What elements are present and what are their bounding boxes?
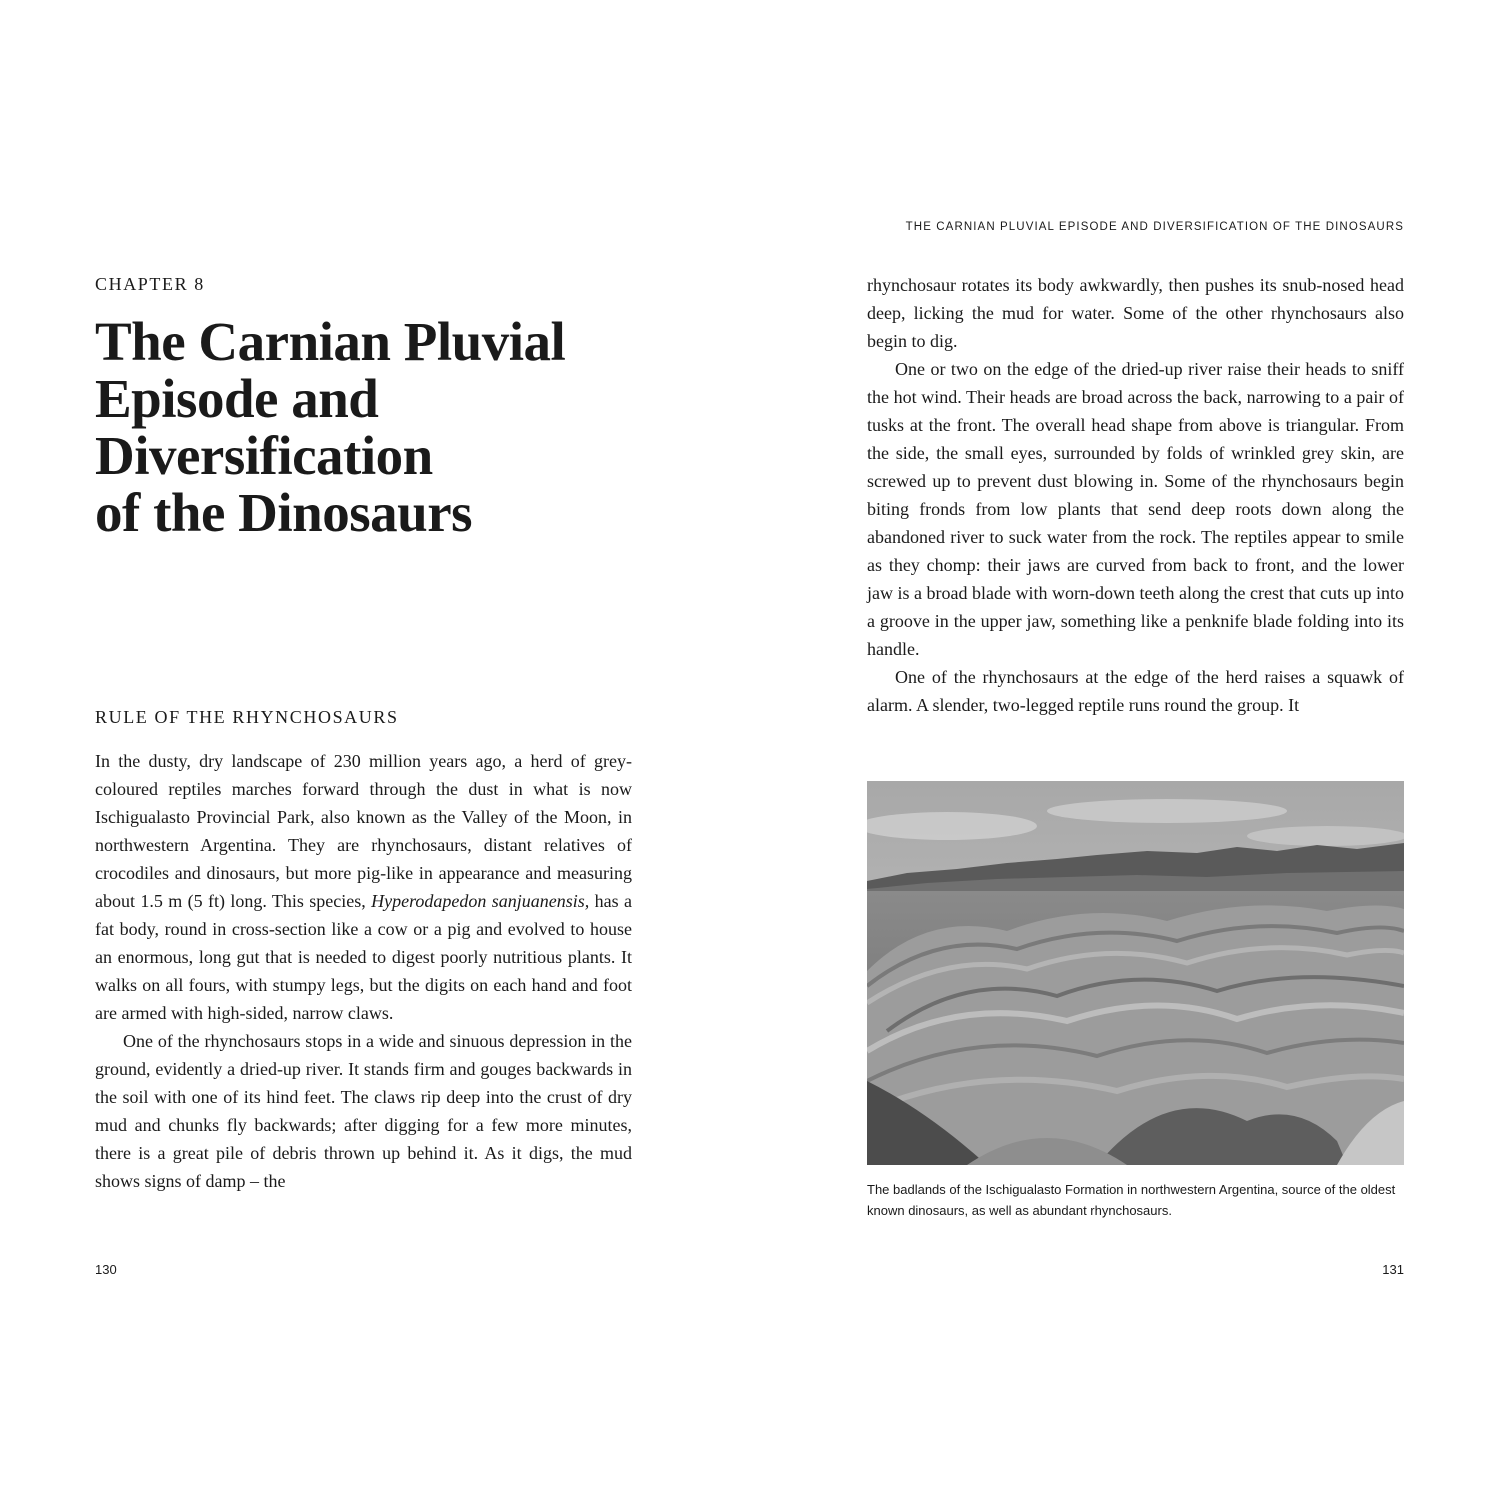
page-number: 130 <box>95 1262 117 1277</box>
body-paragraph: rhynchosaur rotates its body awkwardly, then pushes its snub-nosed head deep, licking the mud for water. Some of the other rhynchosaurs also begin to dig. <box>867 275 1404 351</box>
paragraph-text: In the dusty, dry landscape of 230 million years ago, a herd of grey-coloured reptiles marches forward through the dust in what is now Ischigualasto Provincial Park, also known as the Valley of the Moon, in northwestern Argentina. They are rhynchosaurs, distant relatives of crocodiles and dinosaurs, but more pig-like in appearance and measuring about 1.5 m (5 ft) long. This species, <box>95 751 632 911</box>
chapter-title-line: Diversification <box>95 425 433 486</box>
body-paragraph: One of the rhynchosaurs at the edge of the herd raises a squawk of alarm. A slender, two-legged reptile runs round the group. It <box>867 667 1404 715</box>
right-body-text <box>867 271 1404 719</box>
chapter-title-line: Episode and <box>95 368 379 429</box>
right-page <box>750 0 1500 1500</box>
chapter-title-line: of the Dinosaurs <box>95 482 473 543</box>
section-heading: RULE OF THE RHYNCHOSAURS <box>95 707 399 727</box>
chapter-title <box>95 313 655 541</box>
species-name: Hyperodapedon sanjuanensis, <box>371 891 590 911</box>
chapter-title-line: The Carnian Pluvial <box>95 311 566 372</box>
paragraph-text: has a fat body, round in cross-section like a cow or a pig and evolved to house an enormous, long gut that is needed to digest poorly nutritious plants. It walks on all fours, with stumpy legs, but the digits on each hand and foot are armed with high-sided, narrow claws. <box>95 891 633 1023</box>
body-paragraph: One of the rhynchosaurs stops in a wide and sinuous depression in the ground, evidently a dried-up river. It stands firm and gouges backwards in the soil with one of its hind feet. The claws rip deep into the crust of dry mud and chunks fly backwards; after digging for a few more minutes, there is a great pile of debris thrown up behind it. As it digs, the mud shows signs of damp – the <box>95 1031 632 1191</box>
page-number: 131 <box>1382 1262 1404 1277</box>
badlands-landscape-image <box>867 781 1404 1165</box>
figure-caption: The badlands of the Ischigualasto Formation in northwestern Argentina, source of the oldest known dinosaurs, as well as abundant rhynchosaurs. <box>867 1182 1396 1218</box>
running-head: THE CARNIAN PLUVIAL EPISODE AND DIVERSIFICATION OF THE DINOSAURS <box>905 221 1404 233</box>
body-paragraph: One or two on the edge of the dried-up river raise their heads to sniff the hot wind. Their heads are broad across the back, narrowing to a pair of tusks at the front. The overall head shape from above is triangular. From the side, the small eyes, surrounded by folds of wrinkled grey skin, are screwed up to prevent dust blowing in. Some of the rhynchosaurs begin biting fronds from low plants that send deep roots down along the abandoned river to suck water from the rock. The reptiles appear to smile as they chomp: their jaws are curved from back to front, and the lower jaw is a broad blade with worn-down teeth along the crest that cuts up into a groove in the upper jaw, something like a penknife blade folding into its handle. <box>867 359 1404 659</box>
chapter-label: CHAPTER 8 <box>95 274 205 294</box>
body-paragraph <box>95 747 632 1027</box>
badlands-photo <box>867 781 1404 1165</box>
left-body-text <box>95 747 632 1195</box>
